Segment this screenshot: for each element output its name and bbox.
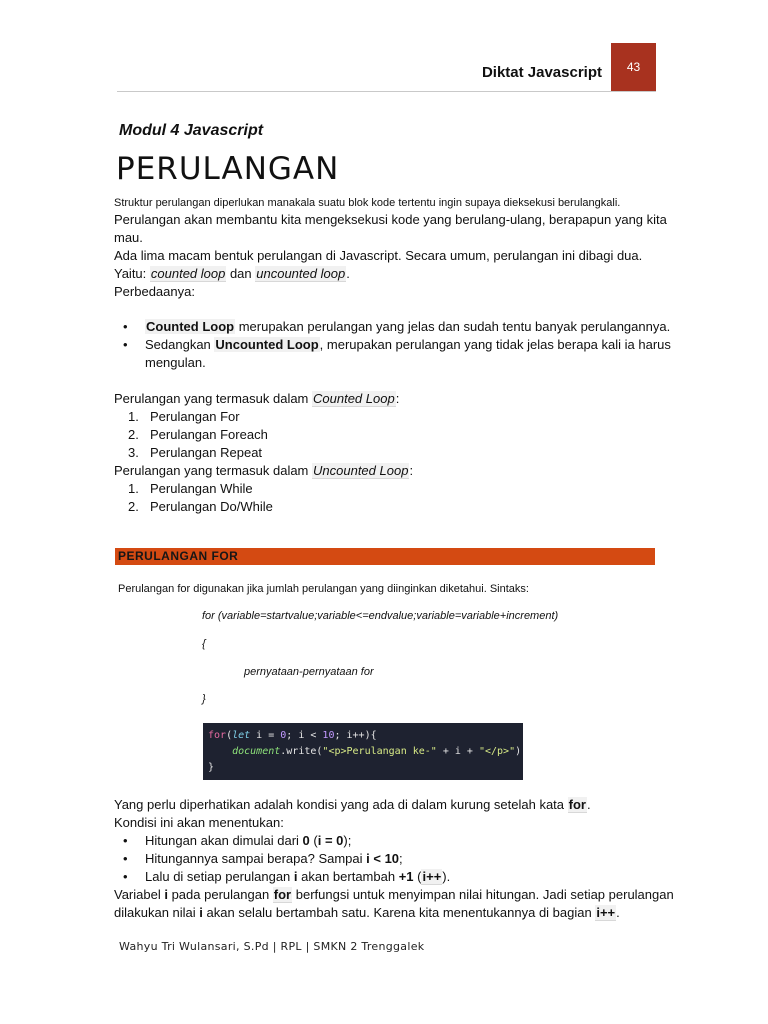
syntax-open-brace: { bbox=[202, 638, 206, 650]
explain-text: ); bbox=[343, 833, 352, 848]
bold-condition: i = 0 bbox=[317, 833, 344, 848]
list-item bbox=[114, 408, 674, 426]
colon: : bbox=[409, 463, 414, 478]
intro-block bbox=[114, 195, 674, 301]
explain-paragraph bbox=[114, 886, 679, 922]
syntax-close-brace: } bbox=[202, 693, 206, 705]
item-number: 2. bbox=[128, 427, 139, 442]
term-counted-loop: Counted Loop bbox=[313, 391, 395, 406]
code-token: + i + bbox=[436, 746, 479, 757]
page-number: 43 bbox=[626, 60, 641, 74]
colon: : bbox=[395, 391, 400, 406]
page-title: PERULANGAN bbox=[116, 151, 340, 187]
list-item bbox=[114, 850, 679, 868]
code-line-1 bbox=[208, 730, 377, 741]
code-token: 10 bbox=[322, 730, 335, 741]
item-number: 1. bbox=[128, 409, 139, 424]
bold-variable: i bbox=[164, 887, 168, 902]
list-item bbox=[114, 426, 674, 444]
code-token: "</p>" bbox=[478, 746, 516, 757]
header-divider bbox=[117, 91, 656, 92]
intro-line-5: Perbedaanya: bbox=[114, 284, 195, 299]
explain-text: pada perulangan bbox=[167, 887, 273, 902]
running-header-title: Diktat Javascript bbox=[481, 64, 602, 81]
syntax-body: pernyataan-pernyataan for bbox=[244, 666, 374, 678]
explain-text: akan bertambah bbox=[297, 869, 399, 884]
explain-line-2: Kondisi ini akan menentukan: bbox=[114, 815, 284, 830]
code-token: ; i < bbox=[286, 730, 323, 741]
list-item bbox=[114, 318, 674, 336]
difference-list bbox=[114, 318, 674, 372]
uncounted-intro bbox=[114, 462, 674, 480]
explain-text: Hitungan akan dimulai dari bbox=[145, 833, 303, 848]
code-token: let bbox=[232, 730, 251, 741]
intro-line-4 bbox=[114, 265, 674, 283]
list-item bbox=[114, 498, 674, 516]
code-token: ( bbox=[226, 730, 233, 741]
explain-text: akan selalu bertambah satu. Karena kita menentukannya di bagian bbox=[202, 905, 596, 920]
bold-increment: +1 bbox=[398, 869, 414, 884]
page-number-badge bbox=[611, 43, 656, 91]
explain-text: Variabel bbox=[114, 887, 165, 902]
explain-line-1 bbox=[114, 796, 679, 814]
list-item bbox=[114, 336, 674, 372]
code-token: "<p>Perulangan ke-" bbox=[322, 746, 437, 757]
intro-line-2: Perulangan akan membantu kita mengeksekusi kode yang berulang-ulang, berapapun yang kita mau. bbox=[114, 212, 667, 245]
explain-text: . bbox=[586, 797, 591, 812]
counted-intro bbox=[114, 390, 674, 408]
bullet-text: merupakan perulangan yang jelas dan sudah tentu banyak perulangannya. bbox=[235, 319, 671, 334]
code-token: for bbox=[208, 730, 227, 741]
item-label: Perulangan While bbox=[150, 481, 253, 496]
item-label: Perulangan Do/While bbox=[150, 499, 273, 514]
syntax-line: for (variable=startvalue;variable<=endvalue;variable=variable+increment) bbox=[202, 610, 559, 622]
bold-condition: i < 10 bbox=[366, 851, 400, 866]
code-line-3: } bbox=[208, 762, 215, 773]
explain-text: Lalu di setiap perulangan bbox=[145, 869, 294, 884]
intro-line-3: Ada lima macam bentuk perulangan di Javascript. Secara umum, perulangan ini dibagi dua. bbox=[114, 248, 643, 263]
counted-intro-text: Perulangan yang termasuk dalam bbox=[114, 391, 313, 406]
item-label: Perulangan Repeat bbox=[150, 445, 263, 460]
item-number: 3. bbox=[128, 445, 139, 460]
uncounted-intro-text: Perulangan yang termasuk dalam bbox=[114, 463, 313, 478]
intro-period: . bbox=[346, 266, 350, 281]
code-token: 0 bbox=[280, 730, 287, 741]
counted-loop-list bbox=[114, 390, 674, 516]
item-number: 2. bbox=[128, 499, 139, 514]
code-token: ; i++){ bbox=[334, 730, 377, 741]
section-heading-perulangan-for: PERULANGAN FOR bbox=[115, 548, 655, 565]
code-token: document bbox=[232, 746, 281, 757]
for-intro: Perulangan for digunakan jika jumlah perulangan yang diinginkan diketahui. Sintaks: bbox=[118, 583, 529, 595]
module-heading: Modul 4 Javascript bbox=[119, 122, 264, 139]
item-label: Perulangan Foreach bbox=[150, 427, 268, 442]
code-token: ) bbox=[515, 746, 522, 757]
bold-variable: i bbox=[293, 869, 298, 884]
explain-text: Hitungannya sampai berapa? Sampai bbox=[145, 851, 367, 866]
explain-text: ). bbox=[442, 869, 451, 884]
list-item bbox=[114, 868, 679, 886]
code-token: i = bbox=[250, 730, 281, 741]
bold-increment-expr: i++ bbox=[596, 905, 616, 920]
explain-text: ( bbox=[309, 833, 318, 848]
explain-text: berfungsi untuk menyimpan nilai hitungan. Jadi setiap perulangan dilakukan nilai bbox=[114, 887, 674, 920]
list-item bbox=[114, 480, 674, 498]
bold-for: for bbox=[568, 797, 586, 812]
intro-and: dan bbox=[226, 266, 256, 281]
explain-text: ( bbox=[413, 869, 422, 884]
code-block bbox=[203, 723, 523, 780]
item-number: 1. bbox=[128, 481, 139, 496]
bold-counted-loop: Counted Loop bbox=[146, 319, 235, 334]
intro-yaitu: Yaitu: bbox=[114, 266, 150, 281]
term-uncounted-loop: uncounted loop bbox=[256, 266, 346, 281]
bold-zero: 0 bbox=[302, 833, 310, 848]
explain-text: . bbox=[616, 905, 620, 920]
bullet-text: , merupakan perulangan yang tidak jelas berapa kali ia harus mengulan. bbox=[145, 337, 671, 370]
item-label: Perulangan For bbox=[150, 409, 240, 424]
intro-line-1: Struktur perulangan diperlukan manakala suatu blok kode tertentu ingin supaya dieksekusi berulangkali. bbox=[114, 197, 621, 209]
explain-text: Yang perlu diperhatikan adalah kondisi yang ada di dalam kurung setelah kata bbox=[114, 797, 568, 812]
term-uncounted-loop: Uncounted Loop bbox=[313, 463, 409, 478]
code-line-2 bbox=[232, 746, 521, 757]
bold-uncounted-loop: Uncounted Loop bbox=[215, 337, 319, 352]
bullet-text: Sedangkan bbox=[145, 337, 215, 352]
explain-text: ; bbox=[399, 851, 403, 866]
list-item bbox=[114, 444, 674, 462]
bold-variable: i bbox=[199, 905, 203, 920]
bold-for: for bbox=[273, 887, 292, 902]
list-item bbox=[114, 832, 679, 850]
code-token: .write( bbox=[280, 746, 323, 757]
page-footer: Wahyu Tri Wulansari, S.Pd | RPL | SMKN 2 Trenggalek bbox=[119, 940, 425, 953]
bold-increment-expr: i++ bbox=[422, 869, 442, 884]
explanation-block bbox=[114, 796, 679, 922]
term-counted-loop: counted loop bbox=[150, 266, 226, 281]
